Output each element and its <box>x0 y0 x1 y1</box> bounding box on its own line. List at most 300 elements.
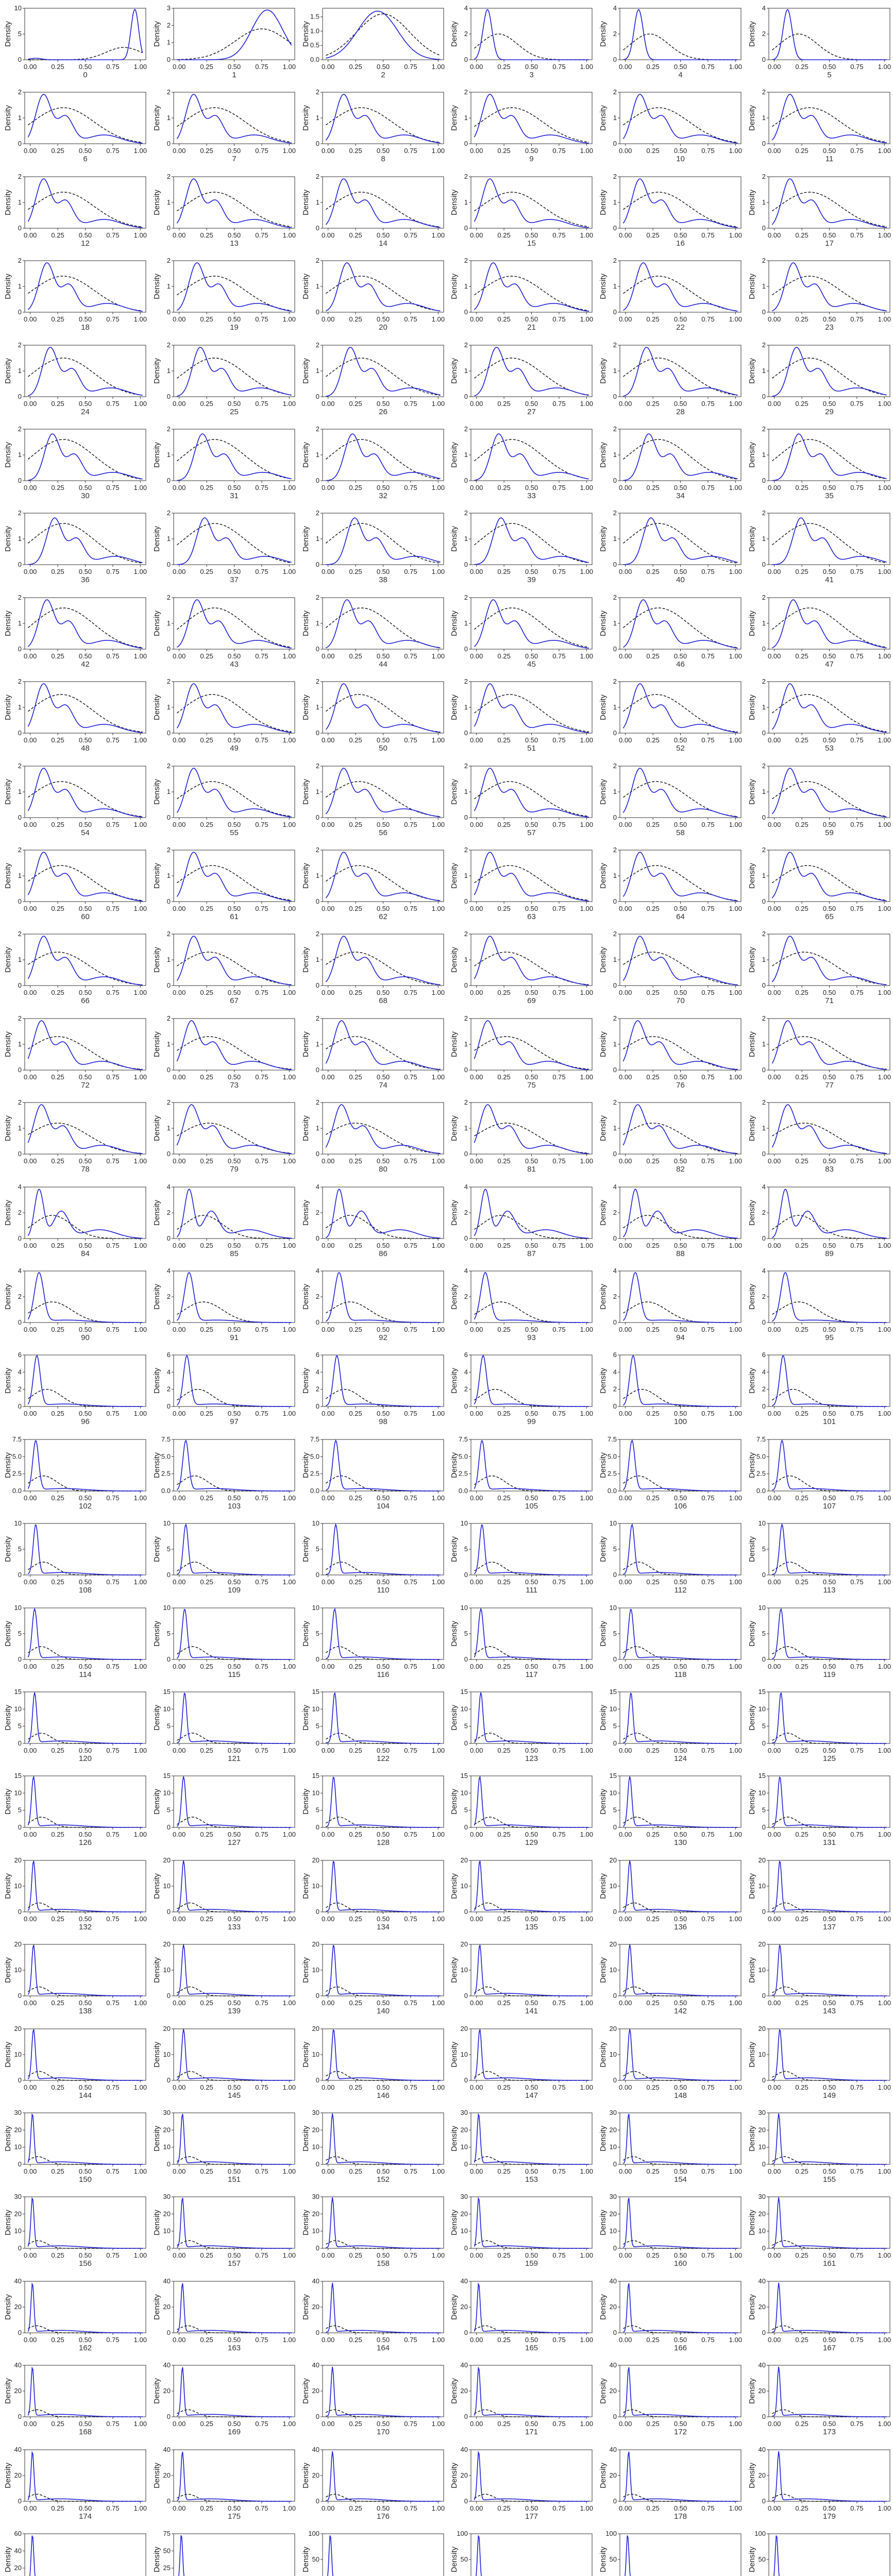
density-panel-153 <box>450 2109 595 2189</box>
x-tick-label: 0.50 <box>227 484 241 492</box>
x-tick-label: 0.75 <box>403 2420 417 2428</box>
axes-frame <box>174 261 295 312</box>
dashed-density-line <box>624 1215 738 1239</box>
x-tick-label: 0.25 <box>497 905 511 912</box>
y-tick-label: 1 <box>613 114 617 122</box>
x-tick-label: 0.75 <box>850 1157 864 1165</box>
y-tick-label: 10 <box>163 2227 171 2235</box>
axes-frame <box>323 2534 444 2576</box>
y-tick-label: 20 <box>163 2126 171 2134</box>
x-tick-label: 0.25 <box>646 484 660 492</box>
solid-density-line <box>177 684 291 733</box>
x-tick-label: 0.00 <box>470 2420 483 2428</box>
x-tick-label: 0.50 <box>674 1662 687 1670</box>
y-tick-label: 5.0 <box>12 1452 22 1461</box>
solid-density-line <box>326 936 440 985</box>
solid-density-line <box>624 1105 738 1154</box>
axes-frame <box>323 177 444 228</box>
x-axis-label: 19 <box>229 323 239 332</box>
panel-svg-45 <box>450 594 595 673</box>
axes-frame <box>769 1860 890 1912</box>
y-axis-label: Density <box>450 1031 459 1057</box>
y-tick-label: 2 <box>315 1293 319 1300</box>
panel-svg-127 <box>153 1772 298 1852</box>
y-tick-label: 0 <box>762 1571 766 1579</box>
y-axis-label: Density <box>152 2210 161 2236</box>
x-tick-label: 1.00 <box>580 2083 594 2091</box>
density-panel-16 <box>599 173 744 252</box>
y-tick-label: 6 <box>464 1351 468 1359</box>
panel-svg-9 <box>450 88 595 168</box>
y-axis-label: Density <box>450 1789 459 1815</box>
x-tick-label: 0.75 <box>255 1241 268 1249</box>
y-tick-label: 0 <box>464 1739 468 1747</box>
x-tick-label: 0.75 <box>552 399 566 408</box>
y-tick-label: 40 <box>460 2277 468 2285</box>
y-tick-label: 2 <box>315 677 319 686</box>
solid-density-line <box>28 94 142 143</box>
solid-density-line <box>326 852 440 901</box>
y-axis-label: Density <box>748 694 756 721</box>
x-tick-label: 1.00 <box>878 1914 891 1923</box>
y-tick-label: 2 <box>18 257 22 265</box>
axes-frame <box>620 1944 741 1996</box>
x-tick-label: 0.50 <box>822 1157 836 1165</box>
y-axis-label: Density <box>152 1368 161 1394</box>
y-tick-label: 1 <box>613 787 617 795</box>
panel-svg-94 <box>599 1267 744 1347</box>
x-tick-label: 0.00 <box>619 1578 632 1586</box>
x-tick-label: 0.75 <box>552 1914 566 1923</box>
y-tick-label: 0 <box>315 561 319 569</box>
x-tick-label: 0.50 <box>78 820 92 828</box>
dashed-density-line <box>28 782 142 817</box>
density-panel-54 <box>4 762 149 842</box>
y-tick-label: 0.0 <box>310 1486 319 1495</box>
y-tick-label: 10 <box>14 1519 22 1528</box>
y-tick-label: 1 <box>166 366 171 375</box>
y-tick-label: 5 <box>613 1806 617 1815</box>
y-tick-label: 30 <box>609 2109 617 2116</box>
panel-svg-172 <box>599 2361 744 2441</box>
x-tick-label: 1.00 <box>729 1747 743 1754</box>
solid-density-line <box>326 684 440 732</box>
x-tick-label: 1.00 <box>133 231 147 239</box>
y-tick-label: 10 <box>758 1966 766 1974</box>
y-tick-label: 0 <box>762 392 766 400</box>
y-tick-label: 0 <box>613 392 617 400</box>
dashed-density-line <box>772 108 886 142</box>
x-axis-label: 107 <box>822 1501 836 1511</box>
density-panel-36 <box>4 509 149 589</box>
panel-svg-3 <box>450 4 595 84</box>
y-tick-label: 4 <box>762 1182 766 1191</box>
y-axis-label: Density <box>748 189 756 215</box>
x-tick-label: 1.00 <box>282 484 296 492</box>
y-tick-label: 2.5 <box>459 1469 468 1478</box>
x-tick-label: 0.75 <box>255 1999 268 2007</box>
x-axis-label: 111 <box>526 1586 538 1595</box>
panel-svg-112 <box>599 1519 744 1599</box>
y-axis-label: Density <box>599 2294 608 2320</box>
x-tick-label: 0.25 <box>497 1241 511 1249</box>
x-tick-label: 0.75 <box>106 63 120 71</box>
y-axis-label: Density <box>4 778 12 805</box>
x-tick-label: 0.00 <box>24 1410 37 1418</box>
x-tick-label: 0.50 <box>227 1662 241 1670</box>
x-tick-label: 0.00 <box>470 652 483 660</box>
x-tick-label: 0.00 <box>321 2251 334 2260</box>
x-tick-label: 1.00 <box>878 905 891 912</box>
dashed-density-line <box>624 358 738 395</box>
y-tick-label: 4 <box>613 1182 617 1191</box>
x-axis-label: 46 <box>676 659 685 669</box>
density-panel-67 <box>153 930 298 1010</box>
y-tick-label: 2 <box>18 88 22 96</box>
y-tick-label: 2 <box>315 509 319 517</box>
x-tick-label: 0.25 <box>200 568 213 576</box>
y-tick-label: 2 <box>762 509 766 517</box>
dashed-density-line <box>326 108 440 142</box>
y-axis-label: Density <box>152 1789 161 1815</box>
x-tick-label: 1.00 <box>282 231 296 239</box>
y-tick-label: 2 <box>613 846 617 854</box>
x-tick-label: 1.00 <box>729 63 743 71</box>
y-tick-label: 2 <box>315 846 319 854</box>
x-axis-label: 74 <box>378 1080 387 1090</box>
density-panel-123 <box>450 1688 595 1768</box>
y-tick-label: 20 <box>14 2024 22 2032</box>
solid-density-line <box>28 1525 142 1575</box>
y-tick-label: 0 <box>18 1823 22 1832</box>
solid-density-line <box>772 2536 886 2576</box>
x-tick-label: 0.00 <box>321 1578 334 1586</box>
axes-frame <box>323 766 444 818</box>
x-tick-label: 0.25 <box>51 1073 64 1081</box>
y-tick-label: 15 <box>163 1688 171 1696</box>
axes-frame <box>174 177 295 228</box>
dashed-density-line <box>28 108 142 142</box>
solid-density-line <box>177 852 291 901</box>
x-tick-label: 1.00 <box>878 1157 891 1165</box>
x-axis-label: 172 <box>674 2428 687 2437</box>
dashed-density-line <box>28 192 142 227</box>
y-tick-label: 0 <box>166 224 171 232</box>
y-tick-label: 5.0 <box>608 1452 617 1461</box>
x-tick-label: 0.25 <box>51 231 64 239</box>
axes-frame <box>174 1103 295 1154</box>
x-tick-label: 0.50 <box>376 1241 390 1249</box>
x-tick-label: 0.50 <box>822 1831 836 1839</box>
panel-svg-34 <box>599 425 744 505</box>
x-tick-label: 0.75 <box>552 1326 566 1333</box>
x-axis-label: 42 <box>81 659 90 669</box>
x-tick-label: 1.00 <box>431 989 445 997</box>
x-tick-label: 0.00 <box>172 1494 186 1502</box>
x-tick-label: 0.50 <box>227 231 241 239</box>
y-tick-label: 0 <box>762 477 766 484</box>
density-panel-146 <box>302 2025 447 2105</box>
y-axis-label: Density <box>152 2125 161 2152</box>
x-tick-label: 0.00 <box>619 1073 632 1081</box>
x-tick-label: 1.00 <box>282 63 296 71</box>
y-tick-label: 1 <box>613 956 617 964</box>
panel-svg-101 <box>748 1351 893 1431</box>
density-panel-173 <box>748 2361 893 2441</box>
x-tick-label: 1.00 <box>282 1241 296 1249</box>
panel-svg-73 <box>153 1014 298 1094</box>
y-tick-label: 2 <box>18 341 22 349</box>
y-axis-label: Density <box>4 1368 12 1394</box>
x-tick-label: 0.50 <box>78 1410 92 1418</box>
y-axis-label: Density <box>152 778 161 805</box>
density-panel-99 <box>450 1351 595 1431</box>
axes-frame <box>620 2450 741 2501</box>
panel-svg-25 <box>153 341 298 421</box>
x-axis-label: 121 <box>227 1754 241 1763</box>
x-axis-label: 40 <box>676 575 685 585</box>
x-tick-label: 0.75 <box>403 1831 417 1839</box>
x-axis-label: 77 <box>825 1080 834 1090</box>
x-tick-label: 1.00 <box>431 652 445 660</box>
y-tick-label: 1 <box>762 956 766 964</box>
x-tick-label: 0.75 <box>106 568 120 576</box>
y-axis-label: Density <box>748 862 756 889</box>
x-tick-label: 1.00 <box>878 2504 891 2512</box>
axes-frame <box>471 2029 592 2080</box>
x-tick-label: 0.50 <box>78 1831 92 1839</box>
y-axis-label: Density <box>152 2546 161 2573</box>
solid-density-line <box>28 9 142 60</box>
x-tick-label: 0.00 <box>470 820 483 828</box>
y-tick-label: 40 <box>609 2361 617 2369</box>
x-tick-label: 0.75 <box>552 1073 566 1081</box>
y-tick-label: 0 <box>315 1150 319 1158</box>
density-panel-14 <box>302 173 447 252</box>
x-tick-label: 0.00 <box>321 905 334 912</box>
x-tick-label: 0.25 <box>497 989 511 997</box>
y-tick-label: 0.0 <box>161 1486 171 1495</box>
dashed-density-line <box>475 866 589 900</box>
axes-frame <box>620 2365 741 2417</box>
x-axis-label: 179 <box>822 2512 836 2521</box>
x-tick-label: 0.75 <box>403 147 417 155</box>
x-tick-label: 1.00 <box>729 2420 743 2428</box>
y-tick-label: 5 <box>166 1545 171 1553</box>
y-tick-label: 2 <box>762 425 766 433</box>
solid-density-line <box>28 2114 142 2164</box>
x-tick-label: 1.00 <box>282 1326 296 1333</box>
density-panel-61 <box>153 846 298 926</box>
y-axis-label: Density <box>4 274 12 300</box>
x-tick-label: 0.00 <box>321 231 334 239</box>
x-tick-label: 0.00 <box>768 568 781 576</box>
density-panel-8 <box>302 88 447 168</box>
y-tick-label: 20 <box>312 2126 319 2134</box>
y-tick-label: 5 <box>166 1722 171 1730</box>
y-tick-label: 1 <box>464 619 468 627</box>
dashed-density-line <box>326 192 440 227</box>
density-panel-84 <box>4 1183 149 1263</box>
panel-svg-152 <box>302 2109 447 2189</box>
x-tick-label: 0.50 <box>78 905 92 912</box>
x-tick-label: 0.25 <box>497 2504 511 2512</box>
axes-frame <box>25 177 146 228</box>
y-axis-label: Density <box>301 1199 310 1226</box>
x-tick-label: 1.00 <box>729 568 743 576</box>
solid-density-line <box>475 1021 589 1070</box>
x-tick-label: 1.00 <box>580 2167 594 2175</box>
y-tick-label: 2 <box>464 257 468 265</box>
y-tick-label: 20 <box>163 1856 171 1864</box>
y-tick-label: 2 <box>762 257 766 265</box>
solid-density-line <box>177 1440 291 1491</box>
solid-density-line <box>177 2029 291 2080</box>
x-tick-label: 0.25 <box>349 1494 362 1502</box>
y-axis-label: Density <box>599 1789 608 1815</box>
y-tick-label: 50 <box>758 2555 766 2563</box>
x-tick-label: 0.00 <box>172 1747 186 1754</box>
y-tick-label: 1 <box>762 535 766 543</box>
x-tick-label: 0.25 <box>646 1326 660 1333</box>
density-panel-150 <box>4 2109 149 2189</box>
y-axis-label: Density <box>301 1620 310 1647</box>
solid-density-line <box>28 2029 142 2080</box>
density-panel-7 <box>153 88 298 168</box>
solid-density-line <box>772 518 886 565</box>
panel-svg-157 <box>153 2193 298 2273</box>
x-tick-label: 0.25 <box>51 989 64 997</box>
y-tick-label: 0 <box>166 56 171 63</box>
x-tick-label: 0.25 <box>795 905 808 912</box>
axes-frame <box>620 2029 741 2080</box>
x-axis-label: 91 <box>229 1333 239 1342</box>
y-tick-label: 2 <box>613 677 617 686</box>
x-tick-label: 0.50 <box>525 399 538 408</box>
axes-frame <box>769 850 890 902</box>
density-panel-59 <box>748 762 893 842</box>
y-tick-label: 0 <box>18 981 22 990</box>
x-tick-label: 0.25 <box>795 2335 808 2344</box>
y-axis-label: Density <box>450 694 459 721</box>
y-tick-label: 20 <box>14 1856 22 1864</box>
axes-frame <box>323 1944 444 1996</box>
x-axis-label: 66 <box>81 996 90 1006</box>
x-tick-label: 0.00 <box>24 484 37 492</box>
x-axis-label: 175 <box>227 2512 241 2521</box>
panel-svg-113 <box>748 1519 893 1599</box>
x-tick-label: 1.00 <box>878 1073 891 1081</box>
density-panel-47 <box>748 594 893 673</box>
y-tick-label: 0.5 <box>310 41 319 49</box>
y-axis-label: Density <box>4 21 12 47</box>
x-tick-label: 0.50 <box>376 2083 390 2091</box>
x-tick-label: 0.25 <box>200 652 213 660</box>
y-tick-label: 20 <box>460 2387 468 2395</box>
x-tick-label: 1.00 <box>580 2335 594 2344</box>
y-tick-label: 15 <box>609 1688 617 1696</box>
y-tick-label: 10 <box>312 2227 319 2235</box>
x-axis-label: 10 <box>676 155 685 164</box>
dashed-density-line <box>177 608 291 648</box>
axes-frame <box>620 261 741 312</box>
solid-density-line <box>475 1440 589 1491</box>
x-tick-label: 0.75 <box>701 1326 715 1333</box>
y-axis-label: Density <box>599 2378 608 2404</box>
panel-svg-6 <box>4 88 149 168</box>
density-panel-41 <box>748 509 893 589</box>
x-tick-label: 0.50 <box>227 820 241 828</box>
x-tick-label: 0.25 <box>200 2167 213 2175</box>
panel-svg-171 <box>450 2361 595 2441</box>
solid-density-line <box>177 518 291 565</box>
y-tick-label: 5 <box>18 1545 22 1553</box>
x-tick-label: 0.75 <box>552 1410 566 1418</box>
y-tick-label: 0 <box>464 56 468 63</box>
x-tick-label: 1.00 <box>133 1326 147 1333</box>
density-panel-83 <box>748 1098 893 1178</box>
y-tick-label: 3 <box>166 4 171 12</box>
x-tick-label: 0.50 <box>78 989 92 997</box>
density-panel-141 <box>450 1940 595 2020</box>
panel-svg-82 <box>599 1098 744 1178</box>
x-axis-label: 144 <box>78 2091 92 2100</box>
density-panel-148 <box>599 2025 744 2105</box>
y-tick-label: 1.5 <box>310 12 319 21</box>
x-tick-label: 1.00 <box>282 399 296 408</box>
solid-density-line <box>326 434 440 481</box>
solid-density-line <box>624 2198 738 2248</box>
dashed-density-line <box>624 866 738 901</box>
x-tick-label: 0.25 <box>349 1157 362 1165</box>
dashed-density-line <box>28 694 142 732</box>
x-tick-label: 0.00 <box>24 989 37 997</box>
y-tick-label: 5 <box>315 1722 319 1730</box>
x-axis-label: 110 <box>377 1586 390 1595</box>
y-tick-label: 15 <box>609 1772 617 1780</box>
x-tick-label: 0.25 <box>646 736 660 744</box>
x-tick-label: 0.25 <box>349 231 362 239</box>
x-tick-label: 1.00 <box>133 1747 147 1754</box>
dashed-density-line <box>624 108 738 142</box>
x-tick-label: 0.50 <box>525 2335 538 2344</box>
x-axis-label: 131 <box>822 1838 836 1848</box>
x-tick-label: 1.00 <box>133 315 147 324</box>
x-tick-label: 0.75 <box>850 484 864 492</box>
solid-density-line <box>177 768 291 817</box>
density-panel-31 <box>153 425 298 505</box>
y-axis-label: Density <box>450 1199 459 1226</box>
x-tick-label: 0.25 <box>795 2167 808 2175</box>
x-axis-label: 101 <box>822 1417 836 1427</box>
density-panel-107 <box>748 1435 893 1515</box>
x-tick-label: 0.75 <box>403 484 417 492</box>
x-tick-label: 0.00 <box>619 736 632 744</box>
y-tick-label: 40 <box>14 2361 22 2369</box>
y-axis-label: Density <box>748 442 756 468</box>
panel-svg-30 <box>4 425 149 505</box>
dashed-density-line <box>475 608 589 648</box>
x-tick-label: 0.50 <box>822 568 836 576</box>
axes-frame <box>769 2365 890 2417</box>
x-axis-label: 118 <box>674 1670 687 1679</box>
density-panel-127 <box>153 1772 298 1852</box>
axes-frame <box>174 1776 295 1827</box>
density-panel-133 <box>153 1856 298 1936</box>
x-tick-label: 0.50 <box>674 399 687 408</box>
y-axis-label: Density <box>4 1620 12 1647</box>
x-tick-label: 0.50 <box>674 820 687 828</box>
